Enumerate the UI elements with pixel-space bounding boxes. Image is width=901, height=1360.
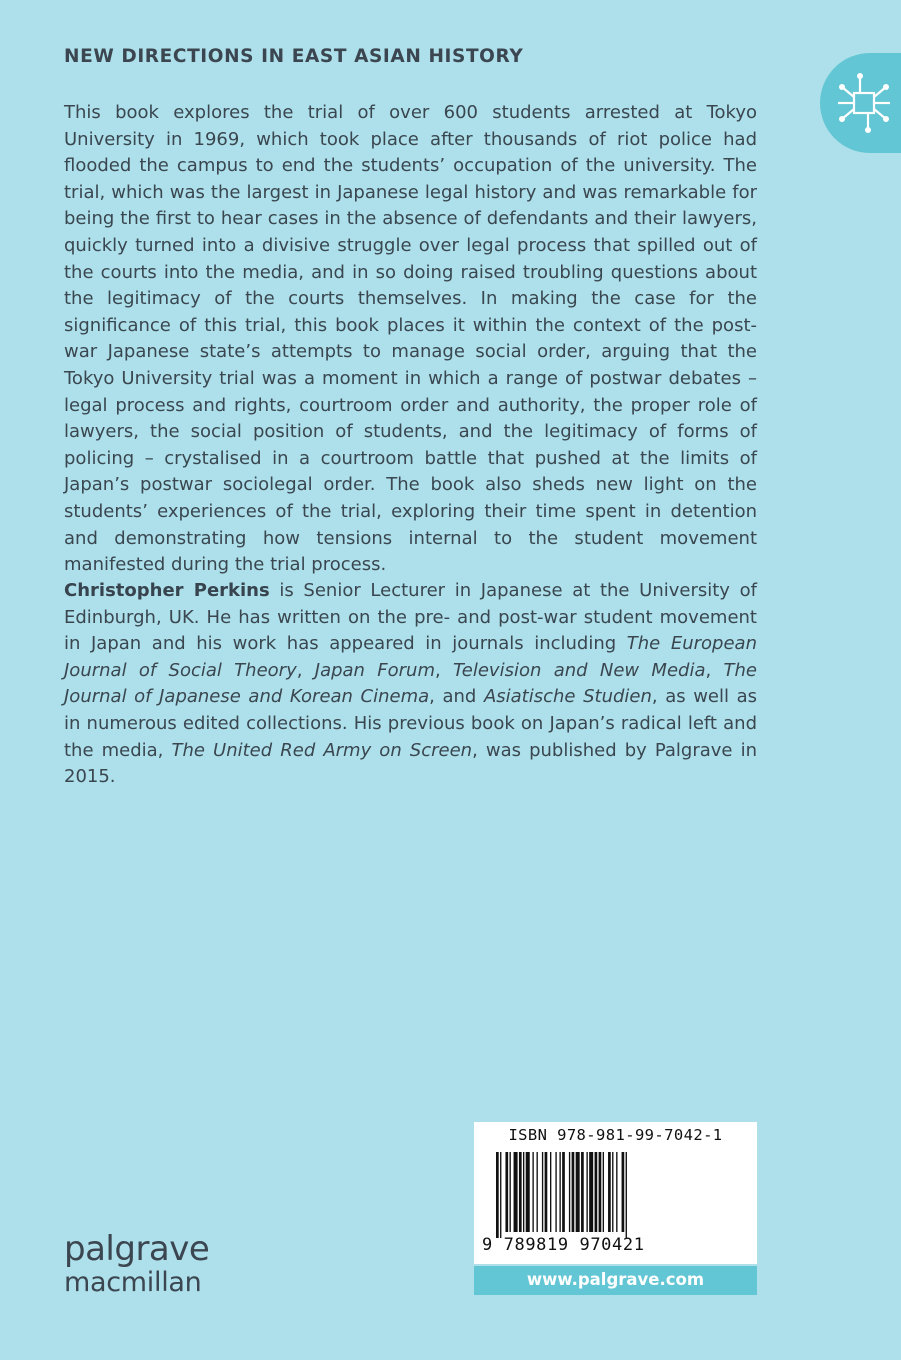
journal-title: Television and New Media <box>453 659 706 681</box>
previous-book-title: The United Red Army on Screen <box>171 739 473 761</box>
bio-text-2: , as well as in numerous edited collections. His previous book on Japan’s radical left and the media, <box>64 686 757 761</box>
circuit-node-icon <box>834 67 894 139</box>
journal-title: Asiatische Studien <box>483 686 652 708</box>
barcode-panel <box>474 1122 757 1264</box>
journal-title: The Journal of Japanese and Korean Cinema <box>64 659 757 708</box>
author-bio <box>64 578 757 791</box>
series-title: NEW DIRECTIONS IN EAST ASIAN HISTORY <box>64 46 524 67</box>
publisher-logo <box>64 1230 209 1298</box>
barcode-digits: 9 789819 970421 <box>482 1235 645 1255</box>
publisher-tab <box>820 53 901 153</box>
author-name: Christopher Perkins <box>64 580 270 601</box>
isbn-label: ISBN 978-981-99-7042-1 <box>508 1126 723 1144</box>
bio-separator: , and <box>429 686 484 708</box>
bio-separator: , <box>705 659 724 681</box>
bio-text-1: is Senior Lecturer in Japanese at the University of Edinburgh, UK. He has written on the pre- and post-war student movement in Japan and his work has appeared in journals including <box>64 580 757 655</box>
logo-line-palgrave: palgrave <box>64 1229 210 1269</box>
bio-text-3: , was published by Palgrave in 2015. <box>64 739 757 788</box>
journal-title: The European Journal of Social Theory <box>64 633 757 681</box>
journal-title: Japan Forum <box>314 659 435 681</box>
bio-separator: , <box>434 659 454 681</box>
barcode-icon <box>496 1152 736 1238</box>
bio-separator: , <box>296 659 315 681</box>
website-url: www.palgrave.com <box>474 1266 757 1295</box>
logo-line-macmillan: macmillan <box>64 1267 202 1298</box>
book-description: This book explores the trial of over 600 students arrested at Tokyo University in 1969, which took place after thousands of riot police had flooded the campus to end the students’ occupation of the university. The trial, which was the largest in Japanese legal history and was remarkable for being the first to hear cases in the absence of defendants and their lawyers, quickly turned into a divisive struggle over legal process that spilled out of the courts into the media, and in so doing raised troubling questions about the legitimacy of the courts themselves. In making the case for the significance of this trial, this book places it within the context of the post-war Japanese state’s attempts to manage social order, arguing that the Tokyo University trial was a moment in which a range of postwar debates – legal process and rights, courtroom order and authority, the proper role of lawyers, the social position of students, and the legitimacy of forms of policing – crystalised in a courtroom battle that pushed at the limits of Japan’s postwar sociolegal order. The book also sheds new light on the students’ experiences of the trial, exploring their time spent in detention and demonstrating how tensions internal to the student movement manifested during the trial process. <box>64 102 757 576</box>
